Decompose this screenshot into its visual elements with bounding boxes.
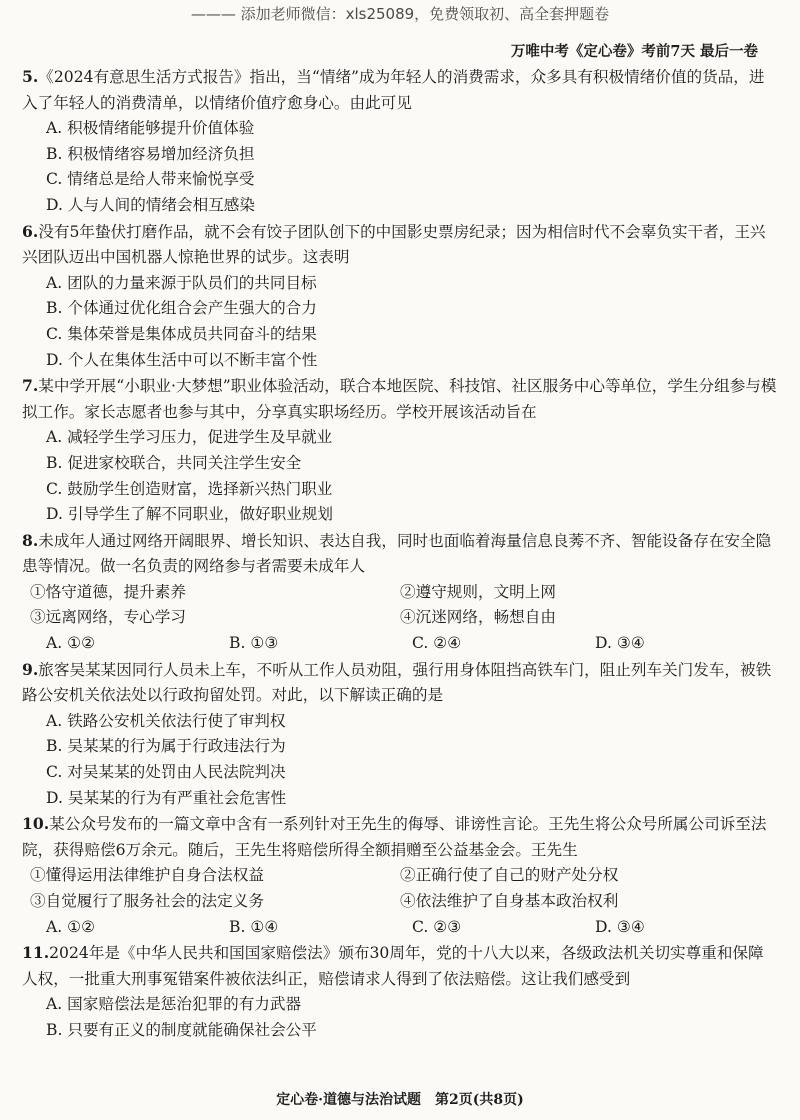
option-c: C. 集体荣誉是集体成员共同奋斗的结果 (46, 324, 317, 343)
option-a: A. 铁路公安机关依法行使了审判权 (46, 711, 286, 730)
option-b: B. 促进家校联合，共同关注学生安全 (46, 453, 302, 472)
question-stem: 某公众号发布的一篇文章中含有一系列针对王先生的侮辱、诽谤性言论。王先生将公众号所属公司诉至法院，获得赔偿6万余元。随后，王先生将赔偿所得全额捐赠至公益基金会。王先生 (22, 815, 767, 859)
choice-b: B. ①④ (229, 917, 279, 936)
question-number: 10. (22, 814, 50, 834)
option-c: C. 对吴某某的处罚由人民法院判决 (46, 763, 286, 782)
option-b: B. 积极情绪容易增加经济负担 (46, 144, 255, 163)
option-a: A. 积极情绪能够提升价值体验 (46, 119, 255, 138)
statement-row (22, 863, 778, 889)
option-a: A. 团队的力量来源于队员们的共同目标 (46, 273, 317, 292)
question-stem: 没有5年蛰伏打磨作品，就不会有饺子团队创下的中国影史票房纪录；因为相信时代不会辜负实干者，王兴兴团队迈出中国机器人惊艳世界的试步。这表明 (22, 222, 766, 267)
question-number: 6. (22, 221, 39, 241)
choice-row (22, 915, 778, 941)
statement-row (22, 580, 778, 606)
choice-row (22, 631, 778, 657)
choice-c: C. ②④ (412, 634, 462, 653)
page-header: 万唯中考《定心卷》考前7天 最后一卷 (510, 43, 758, 60)
statement-row (22, 889, 778, 915)
page-footer: 定心卷·道德与法治试题 第2页(共8页) (276, 1092, 524, 1108)
question-6 (22, 219, 778, 374)
statement-4: ④依法维护了自身基本政治权利 (400, 892, 619, 910)
watermark-text: ——— 添加老师微信：xls25089，免费领取初、高全套押题卷 (190, 5, 610, 23)
question-number: 9. (22, 659, 39, 679)
statement-1: ①恪守道德，提升素养 (30, 582, 186, 601)
choice-d: D. ③④ (595, 634, 645, 653)
question-list (22, 64, 778, 1044)
question-stem: 某中学开展“小职业·大梦想”职业体验活动，联合本地医院、科技馆、社区服务中心等单位，学生分组参与模拟工作。家长志愿者也参与其中，分享真实职场经历。学校开展该活动旨在 (22, 377, 777, 421)
question-number: 7. (22, 376, 39, 396)
option-a: A. 国家赔偿法是惩治犯罪的有力武器 (46, 995, 302, 1014)
choice-a: A. ①② (46, 917, 96, 936)
option-b: B. 吴某某的行为属于行政违法行为 (46, 737, 286, 756)
question-stem: 旅客吴某某因同行人员未上车，不听从工作人员劝阻，强行用身体阻挡高铁车门，阻止列车关门发车，被铁路公安机关依法处以行政拘留处罚。对此，以下解读正确的是 (22, 660, 772, 705)
statement-3: ③远离网络，专心学习 (30, 608, 186, 627)
question-number: 5. (22, 67, 39, 86)
option-c: C. 情绪总是给人带来愉悦享受 (46, 170, 255, 189)
option-d: D. 人与人间的情绪会相互感染 (46, 195, 255, 214)
question-7 (22, 373, 778, 528)
question-5 (22, 64, 778, 219)
choice-b: B. ①③ (229, 634, 279, 653)
statement-4: ④沉迷网络，畅想自由 (400, 608, 556, 627)
question-number: 8. (22, 530, 39, 550)
question-9 (22, 657, 778, 812)
option-d: D. 个人在集体生活中可以不断丰富个性 (46, 350, 318, 369)
option-b: B. 只要有正义的制度就能确保社会公平 (46, 1020, 317, 1039)
question-8 (22, 528, 778, 657)
option-c: C. 鼓励学生创造财富，选择新兴热门职业 (46, 479, 333, 498)
question-stem: 《2024有意思生活方式报告》指出，当“情绪”成为年轻人的消费需求，众多具有积极情绪价值的货品，进入了年轻人的消费清单，以情绪价值疗愈身心。由此可见 (22, 68, 765, 112)
option-d: D. 引导学生了解不同职业，做好职业规划 (46, 505, 333, 524)
question-10 (22, 811, 778, 940)
choice-d: D. ③④ (595, 917, 645, 936)
statement-1: ①懂得运用法律维护自身合法权益 (30, 866, 264, 885)
statement-2: ②正确行使了自己的财产处分权 (400, 866, 619, 885)
choice-c: C. ②③ (412, 917, 462, 936)
option-a: A. 减轻学生学习压力，促进学生及早就业 (46, 428, 333, 447)
question-11 (22, 940, 778, 1043)
question-stem: 2024年是《中华人民共和国国家赔偿法》颁布30周年，党的十八大以来，各级政法机关切实尊重和保障人权，一批重大刑事冤错案件被依法纠正，赔偿请求人得到了依法赔偿。这让我们感受到 (22, 944, 764, 988)
option-d: D. 吴某某的行为有严重社会危害性 (46, 788, 287, 807)
option-b: B. 个体通过优化组合会产生强大的合力 (46, 299, 317, 318)
statement-3: ③自觉履行了服务社会的法定义务 (30, 892, 264, 910)
statement-row (22, 605, 778, 631)
question-stem: 未成年人通过网络开阔眼界、增长知识、表达自我，同时也面临着海量信息良莠不齐、智能设备存在安全隐患等情况。做一名负责的网络参与者需要未成年人 (22, 531, 772, 576)
question-number: 11. (22, 943, 50, 963)
choice-a: A. ①② (46, 634, 96, 653)
statement-2: ②遵守规则，文明上网 (400, 582, 556, 601)
